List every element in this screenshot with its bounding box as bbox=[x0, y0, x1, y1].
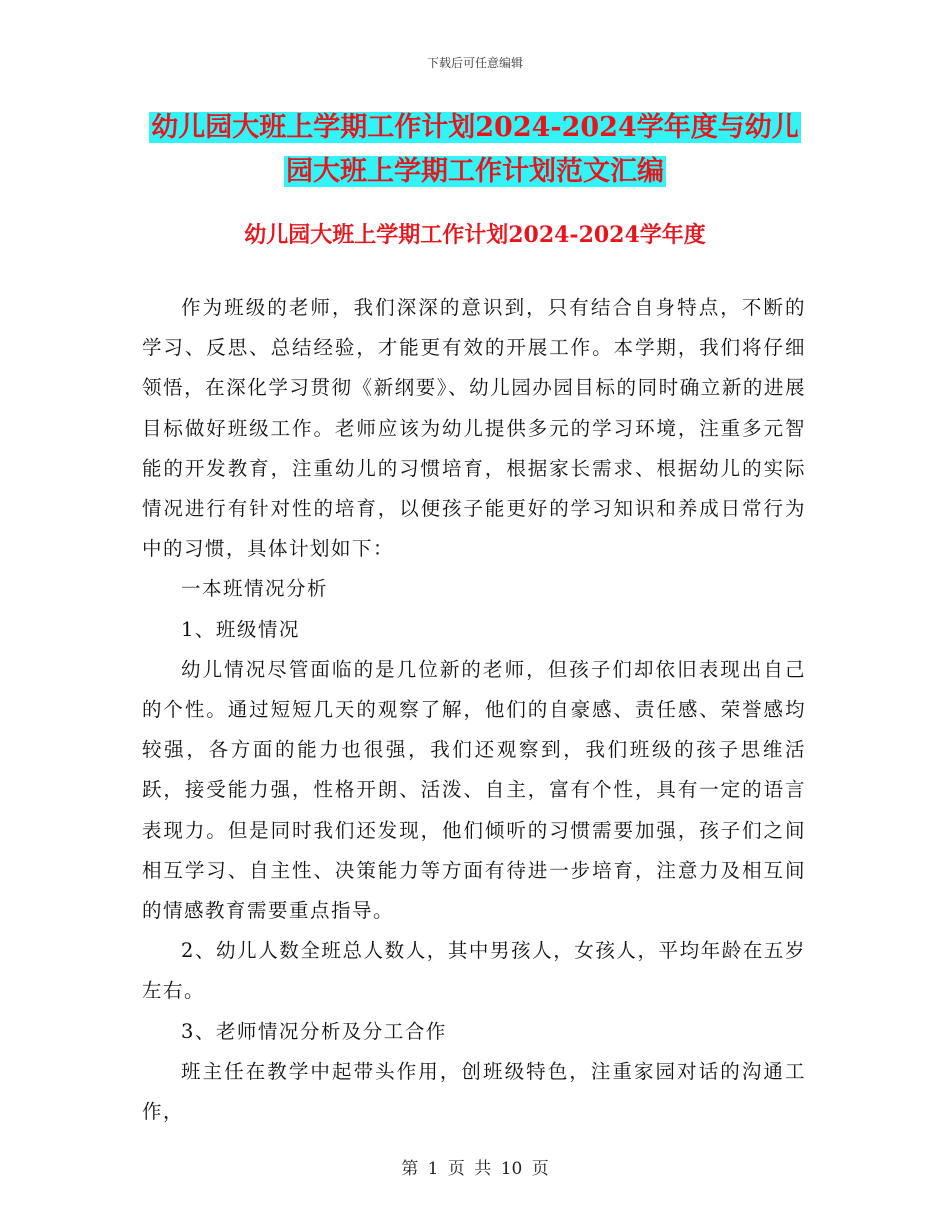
page-number: 第 1 页 共 10 页 bbox=[401, 1159, 549, 1179]
paragraph-children-count: 2、幼儿人数全班总人数人，其中男孩人，女孩人，平均年龄在五岁左右。 bbox=[142, 939, 806, 1003]
header-note: 下载后可任意编辑 bbox=[426, 56, 523, 70]
document-body bbox=[142, 288, 806, 1132]
paragraph-head-teacher: 班主任在教学中起带头作用，创班级特色，注重家园对话的沟通工作， bbox=[142, 1059, 806, 1124]
heading-teacher-analysis: 3、老师情况分析及分工合作 bbox=[181, 1019, 447, 1043]
section-title: 幼儿园大班上学期工作计划2024-2024学年度 bbox=[244, 222, 706, 248]
paragraph-intro: 作为班级的老师，我们深深的意识到，只有结合自身特点，不断的学习、反思、总结经验，才能更有效的开展工作。本学期，我们将仔细领悟，在深化学习贯彻《新纲要》、幼儿园办园目标的同时确立新的进展目标做好班级工作。老师应该为幼儿提供多元的学习环境，注重多元智能的开发教育，注重幼儿的习惯培育，根据家长需求、根据幼儿的实际情况进行有针对性的培育，以便孩子能更好的学习知识和养成日常行为中的习惯，具体计划如下： bbox=[142, 296, 806, 561]
document-title bbox=[140, 106, 810, 194]
title-line-1: 幼儿园大班上学期工作计划2024-2024学年度与幼儿 bbox=[151, 112, 799, 143]
heading-class-analysis: 一本班情况分析 bbox=[181, 577, 329, 601]
paragraph-children-situation: 幼儿情况尽管面临的是几位新的老师，但孩子们却依旧表现出自己的个性。通过短短几天的观察了解，他们的自豪感、责任感、荣誉感均较强，各方面的能力也很强，我们还观察到，我们班级的孩子思维活跃，接受能力强，性格开朗、活泼、自主，富有个性，具有一定的语言表现力。但是同时我们还发现，他们倾听的习惯需要加强，孩子们之间相互学习、自主性、决策能力等方面有待进一步培育，注意力及相互间的情感教育需要重点指导。 bbox=[142, 657, 806, 923]
title-line-2: 园大班上学期工作计划范文汇编 bbox=[286, 156, 664, 187]
heading-class-situation: 1、班级情况 bbox=[181, 617, 300, 641]
